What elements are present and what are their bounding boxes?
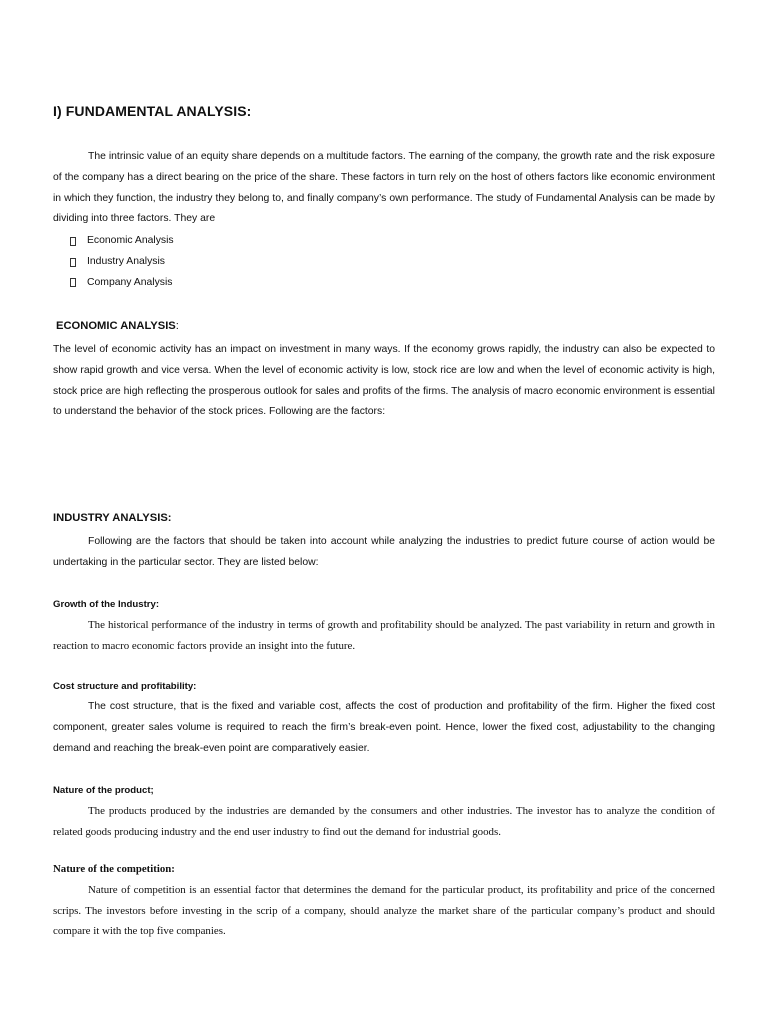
- economic-paragraph: The level of economic activity has an impact on investment in many ways. If the economy grows rapidly, the industry can also be expected to show rapid growth and vice versa. When the level of economic activity is low, stock rice are low and when the level of economic activity is high, stock price are high reflecting the prosperous outlook for sales and profits of the firms. The analysis of macro economic environment is essential to understand the behavior of the stock prices. Following are the factors:: [53, 344, 715, 418]
- fundamental-paragraph: The intrinsic value of an equity share depends on a multitude factors. The earning of the company, the growth rate and the risk exposure of the company has a direct bearing on the price of the share. These factors in turn rely on the host of others factors like economic environment in which they function, the industry they belong to, and finally company’s own performance. The study of Fundamental Analysis can be made by dividing into three factors. They are: [53, 151, 715, 225]
- economic-heading: ECONOMIC ANALYSIS:: [56, 320, 179, 332]
- nature-competition-heading: Nature of the competition:: [53, 863, 175, 875]
- nature-product-heading: Nature of the product;: [53, 785, 154, 796]
- bullet-box-icon: [70, 278, 76, 287]
- industry-paragraph: Following are the factors that should be taken into account while analyzing the industries to predict future course of action would be undertaking in the particular sector. They are listed below:: [53, 536, 715, 568]
- fundamental-factor-list: [53, 231, 715, 293]
- bullet-box-icon: [70, 258, 76, 267]
- fundamental-heading: I) FUNDAMENTAL ANALYSIS:: [53, 103, 252, 119]
- cost-structure-paragraph: The cost structure, that is the fixed and variable cost, affects the cost of production and profitability of the firm. Higher the fixed cost component, greater sales volume is required to reach the firm’s break-even point. Hence, lower the fixed cost, adjustability to the changing demand and reaching the break-even point are comparatively easier.: [53, 701, 715, 754]
- list-item: Economic Analysis: [53, 231, 715, 252]
- nature-product-paragraph: The products produced by the industries are demanded by the consumers and other industries. The investor has to analyze the condition of related goods producing industry and the end user industry to find out the demand for industrial goods.: [53, 805, 715, 838]
- list-item: Industry Analysis: [53, 252, 715, 273]
- bullet-box-icon: [70, 237, 76, 246]
- industry-heading: INDUSTRY ANALYSIS:: [53, 512, 172, 524]
- list-item: Company Analysis: [53, 273, 715, 294]
- growth-paragraph: The historical performance of the industry in terms of growth and profitability should be analyzed. The past variability in return and growth in reaction to macro economic factors provide an insight into the future.: [53, 619, 715, 652]
- nature-competition-paragraph: Nature of competition is an essential factor that determines the demand for the particular product, its profitability and price of the concerned scrips. The investors before investing in the scrip of a company, should analyze the market share of the particular company’s product and should compare it with the top five companies.: [53, 884, 715, 938]
- cost-structure-heading: Cost structure and profitability:: [53, 681, 197, 692]
- growth-heading: Growth of the Industry:: [53, 599, 160, 610]
